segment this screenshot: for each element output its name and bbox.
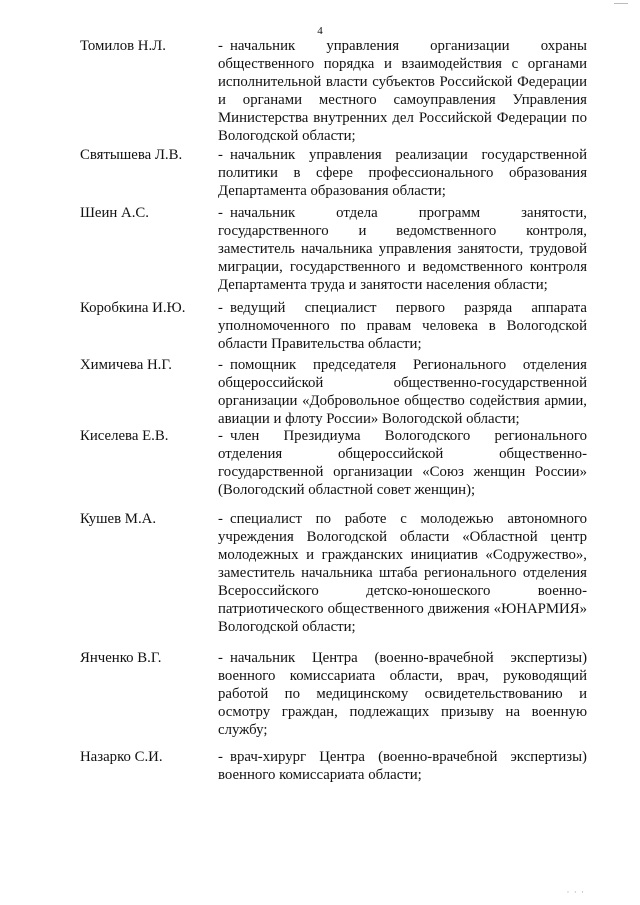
member-name: Коробкина И.Ю. xyxy=(80,300,186,316)
member-name: Химичева Н.Г. xyxy=(80,357,172,373)
list-item xyxy=(0,204,640,299)
member-position-text: начальник отдела программ занятости, государственного и ведомственного контроля, заместитель начальника управления занятости, трудовой миграции, государственного и ведомственного контроля Департамента труда и занятости населения области; xyxy=(218,205,587,293)
member-position-text: начальник управления реализации государственной политики в сфере профессионального образования Департамента образования области; xyxy=(218,147,587,199)
member-position-text: помощник председателя Регионального отделения общероссийской общественно-государственной организации «Добровольное общество содействия армии, авиации и флоту России» Вологодской области; xyxy=(218,357,587,427)
member-position-text: специалист по работе с молодежью автономного учреждения Вологодской области «Областной центр молодежных и гражданских инициатив «Содружество», заместитель начальника штаба регионального отделения Всероссийского детско-юношеского военно-патриотического общественного движения «ЮНАРМИЯ» Вологодской области; xyxy=(218,511,587,635)
list-item xyxy=(0,356,640,427)
member-position: - начальник управления организации охраны общественного порядка и взаимодействия с органами исполнительной власти субъектов Российской Федерации и органами местного самоуправления Управления Министерства внутренних дел Российской Федерации по Вологодской области; xyxy=(218,38,587,144)
member-position: - начальник управления реализации государственной политики в сфере профессионального образования Департамента образования области; xyxy=(218,147,587,199)
list-item xyxy=(0,299,640,356)
member-position-text: ведущий специалист первого разряда аппарата уполномоченного по правам человека в Вологодской области Правительства области; xyxy=(218,300,587,352)
member-position: - начальник отдела программ занятости, государственного и ведомственного контроля, заместитель начальника управления занятости, трудовой миграции, государственного и ведомственного контроля Департамента труда и занятости населения области; xyxy=(218,205,587,293)
list-item xyxy=(0,649,640,748)
member-position-text: начальник Центра (военно-врачебной экспертизы) военного комиссариата области, врач, руководящий работой по медицинскому освидетельствованию и осмотру граждан, подлежащих призыву на военную службу; xyxy=(218,650,587,738)
member-position: - ведущий специалист первого разряда аппарата уполномоченного по правам человека в Вологодской области Правительства области; xyxy=(218,300,587,352)
member-position: - врач-хирург Центра (военно-врачебной экспертизы) военного комиссариата области; xyxy=(218,749,587,783)
member-position: - начальник Центра (военно-врачебной экспертизы) военного комиссариата области, врач, руководящий работой по медицинскому освидетельствованию и осмотру граждан, подлежащих призыву на военную службу; xyxy=(218,650,587,738)
member-position: - помощник председателя Регионального отделения общероссийской общественно-государственной организации «Добровольное общество содействия армии, авиации и флоту России» Вологодской области; xyxy=(218,357,587,427)
page-number: 4 xyxy=(317,25,323,37)
list-item xyxy=(0,427,640,510)
list-item xyxy=(0,146,640,204)
list-item xyxy=(0,748,640,788)
member-name: Янченко В.Г. xyxy=(80,650,162,666)
scan-mark-top xyxy=(614,0,628,4)
member-position-text: начальник управления организации охраны общественного порядка и взаимодействия с органами исполнительной власти субъектов Российской Федерации и органами местного самоуправления Управления Министерства внутренних дел Российской Федерации по Вологодской области; xyxy=(218,38,587,144)
member-position: - член Президиума Вологодского регионального отделения общероссийской общественно-государственной организации «Союз женщин России» (Вологодский областной совет женщин); xyxy=(218,428,587,498)
member-name: Шеин А.С. xyxy=(80,205,149,221)
scan-mark-bottom: · · · xyxy=(566,887,585,897)
member-position: - специалист по работе с молодежью автономного учреждения Вологодской области «Областной центр молодежных и гражданских инициатив «Содружество», заместитель начальника штаба регионального отделения Всероссийского детско-юношеского военно-патриотического общественного движения «ЮНАРМИЯ» Вологодской области; xyxy=(218,511,587,635)
member-name: Кушев М.А. xyxy=(80,511,157,527)
member-name: Киселева Е.В. xyxy=(80,428,169,444)
list-item xyxy=(0,37,640,146)
member-position-text: врач-хирург Центра (военно-врачебной экспертизы) военного комиссариата области; xyxy=(218,749,587,783)
list-item xyxy=(0,510,640,649)
member-position-text: член Президиума Вологодского регионального отделения общероссийской общественно-государственной организации «Союз женщин России» (Вологодский областной совет женщин); xyxy=(218,428,587,498)
member-name: Святышева Л.В. xyxy=(80,147,183,163)
member-name: Томилов Н.Л. xyxy=(80,38,166,54)
member-list xyxy=(0,37,640,788)
member-name: Назарко С.И. xyxy=(80,749,163,765)
